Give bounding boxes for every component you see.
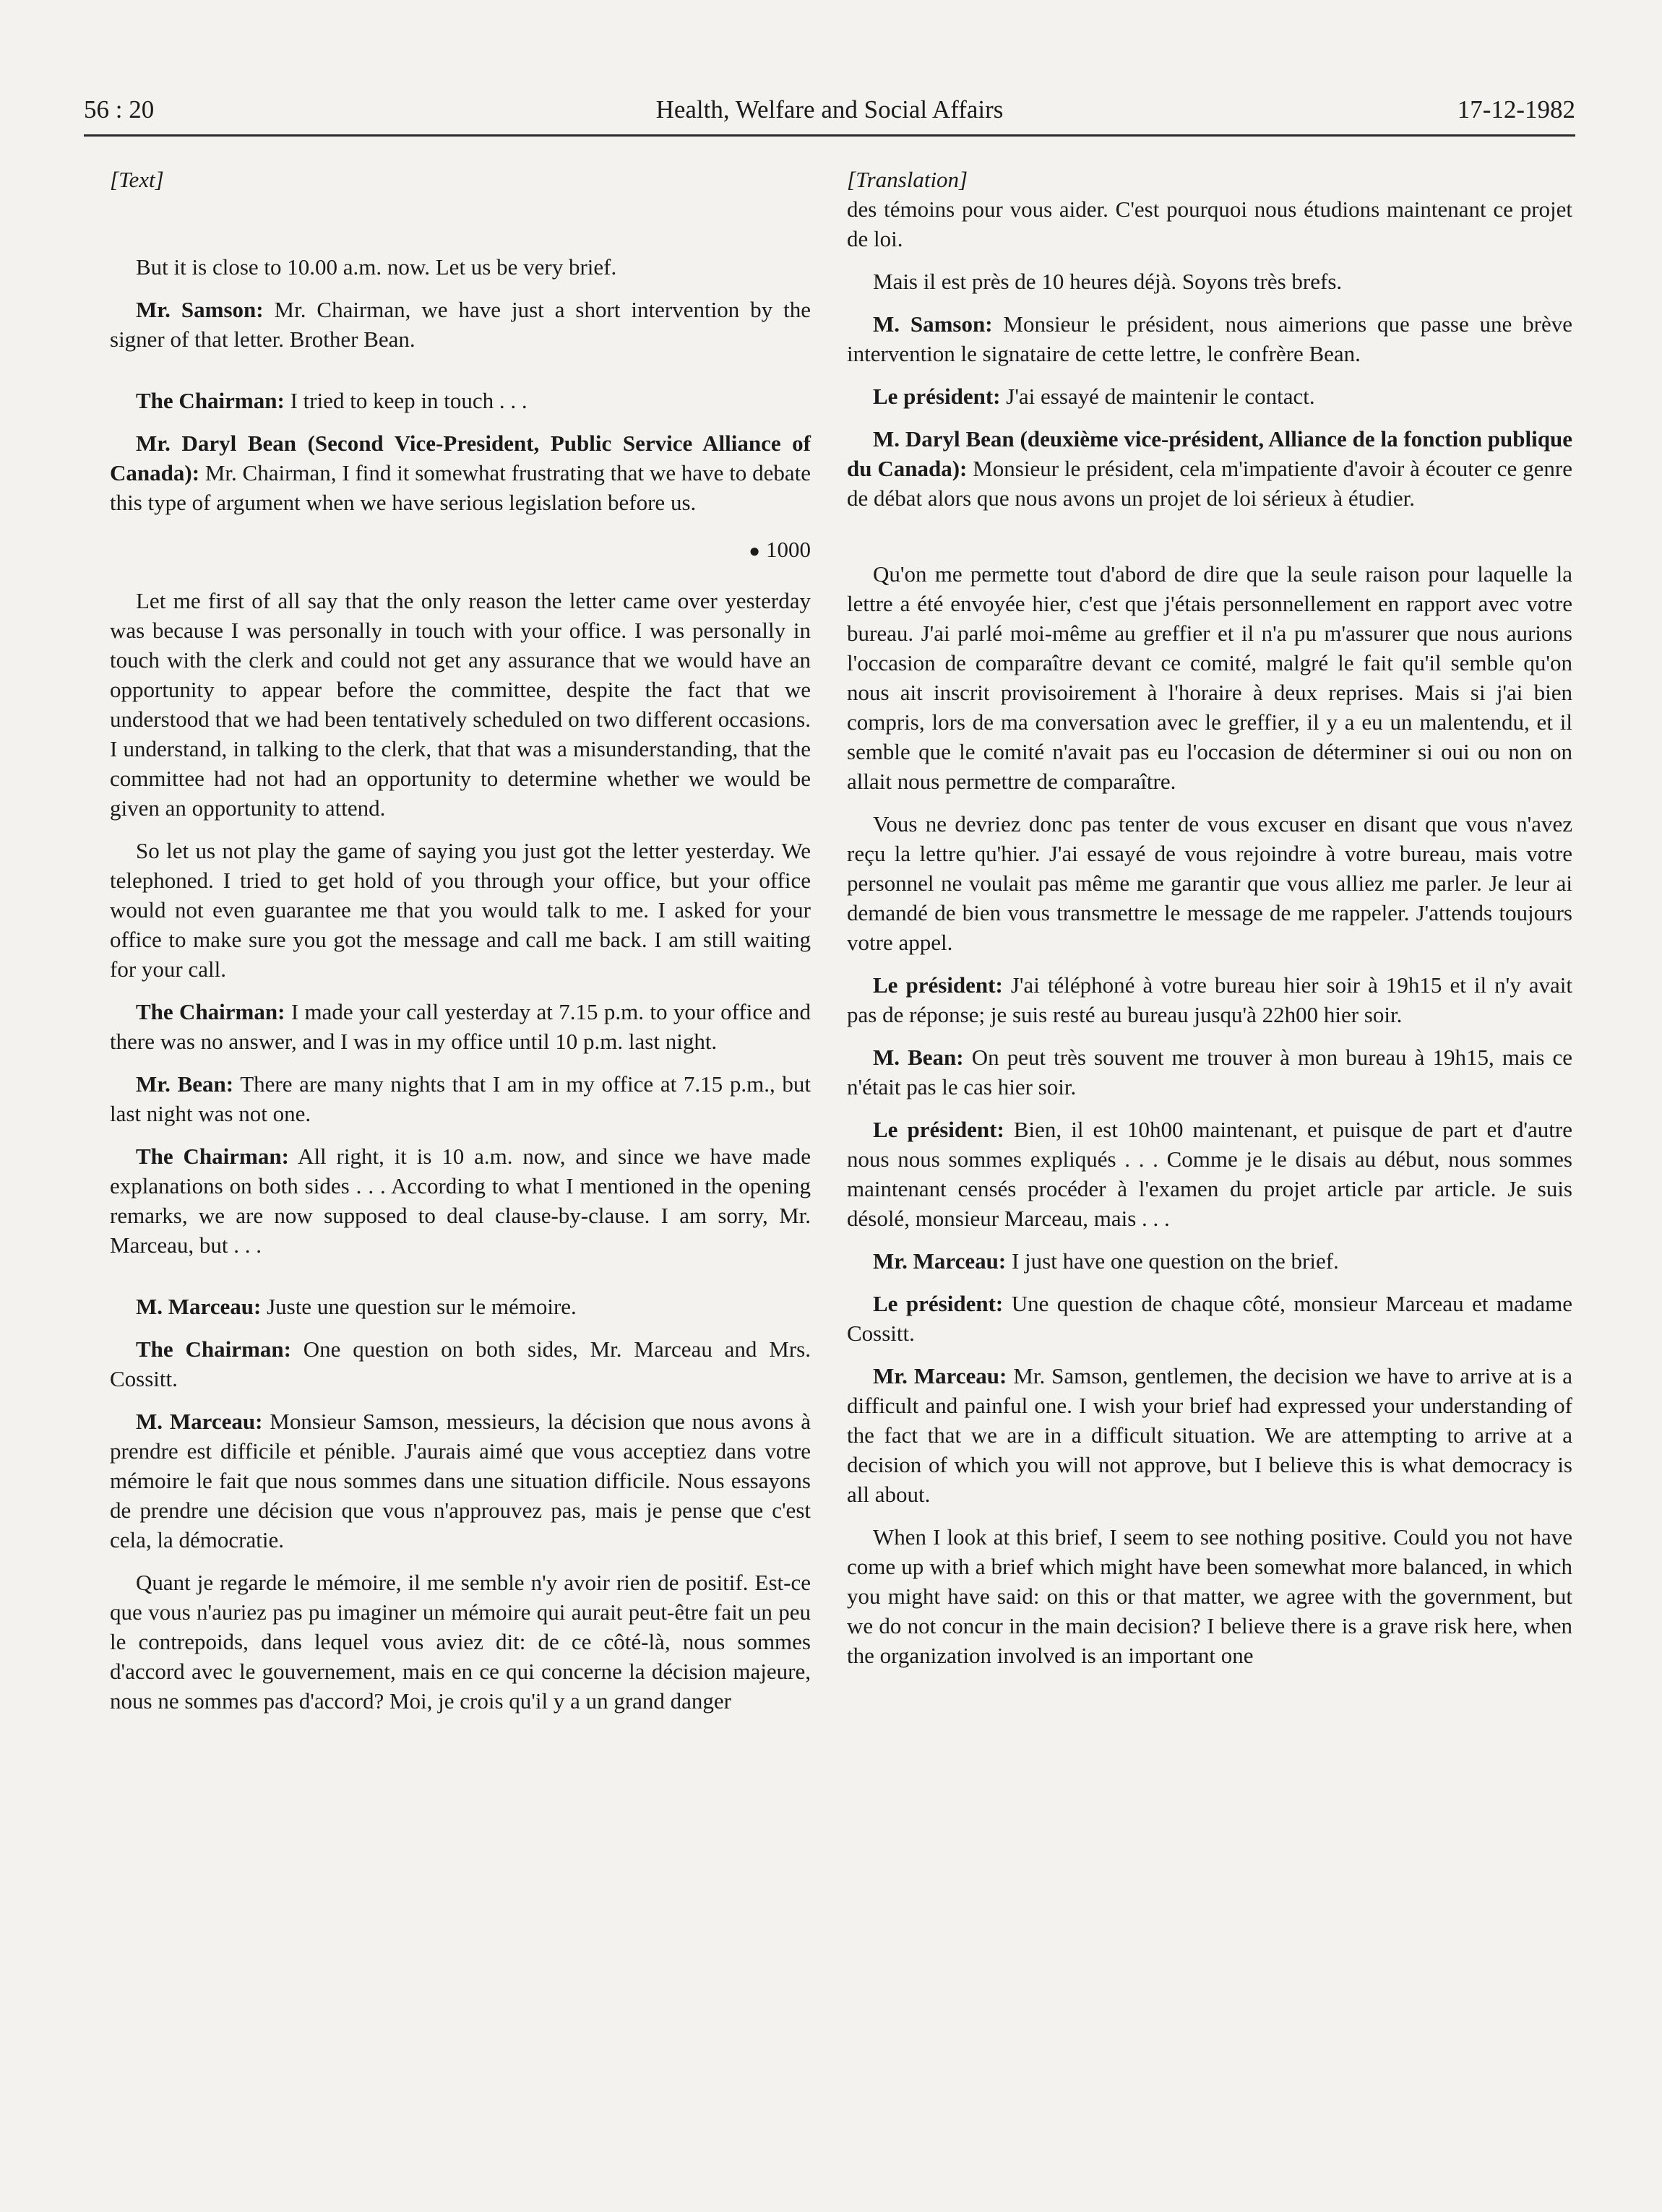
speech-text: Juste une question sur le mémoire. — [261, 1294, 577, 1319]
paragraph: Let me first of all say that the only reason the letter came over yesterday was because I was personally in touch with your office. I was personally in touch with the clerk and could not get any assurance that we would have an opportunity to appear before the committee, despite the fact that we understood that we had been tentatively scheduled on two different occasions. I understand, in talking to the clerk, that that was a misunderstanding, that the committee had not had an opportunity to determine whether we would be given an opportunity to attend. — [110, 588, 811, 821]
speech-text: Mr. Samson, gentlemen, the decision we have to arrive at is a difficult and painful one. I wish your brief had expressed your understanding of the fact that we are in a difficult situation. We are attempting to arrive at a decision of which you will not approve, but I believe this is what democracy is all about. — [847, 1363, 1572, 1507]
speaker-name: The Chairman: — [136, 388, 285, 413]
header-date: 17-12-1982 — [1457, 95, 1575, 124]
speech-paragraph — [110, 386, 811, 415]
speech-paragraph — [110, 1334, 811, 1394]
speech-text: J'ai téléphoné à votre bureau hier soir à 19h15 et il n'y avait pas de réponse; je suis resté au bureau jusqu'à 22h00 hier soir. — [847, 972, 1573, 1027]
speaker-name: Mr. Bean: — [136, 1071, 234, 1097]
speech-paragraph — [847, 381, 1572, 411]
speech-paragraph — [110, 295, 811, 354]
speaker-name: M. Marceau: — [136, 1409, 263, 1434]
speaker-name: M. Daryl Bean (deuxième vice-président, Alliance de la fonction publique du Canada): — [847, 426, 1572, 481]
speaker-name: Mr. Daryl Bean (Second Vice-President, Public Service Alliance of Canada): — [110, 431, 811, 485]
speech-text: I made your call yesterday at 7.15 p.m. to your office and there was no answer, and I was in my office until 10 p.m. last night. — [110, 999, 811, 1054]
speaker-name: The Chairman: — [136, 999, 285, 1024]
paragraph: But it is close to 10.00 a.m. now. Let us be very brief. — [136, 254, 617, 280]
speaker-name: Le président: — [873, 1291, 1004, 1316]
speech-text: Mr. Chairman, I find it somewhat frustrating that we have to debate this type of argument when we have serious legislation before us. — [110, 460, 811, 515]
speech-text: I tried to keep in touch . . . — [284, 388, 528, 413]
speech-text: There are many nights that I am in my office at 7.15 p.m., but last night was not one. — [110, 1071, 811, 1126]
speech-paragraph — [847, 309, 1572, 368]
speech-paragraph — [110, 1407, 811, 1555]
speaker-name: Le président: — [873, 1117, 1004, 1142]
speech-paragraph — [110, 1292, 811, 1321]
paragraph: So let us not play the game of saying you just got the letter yesterday. We telephoned. I tried to get hold of you through your office, but your office would not even guarantee me that you would talk to me. I asked for your office to make sure you got the message and call me back. I am still waiting for your call. — [110, 838, 811, 982]
column-tag: [Text] — [110, 167, 164, 192]
speech-text: Monsieur le président, nous aimerions que passe une brève intervention le signataire de cette lettre, le confrère Bean. — [847, 311, 1572, 366]
speech-paragraph — [847, 1246, 1572, 1276]
speech-paragraph — [110, 1141, 811, 1260]
right-column — [847, 165, 1572, 1683]
paragraph: Vous ne devriez donc pas tenter de vous excuser en disant que vous n'avez reçu la lettre qu'hier. J'ai essayé de vous rejoindre à votre bureau, mais votre personnel ne voulait pas même me garantir que vous alliez me parler. Je leur ai demandé de bien vous transmettre le message de me rappeler. J'attends toujours votre appel. — [847, 811, 1572, 955]
speech-text: Monsieur le président, cela m'impatiente d'avoir à écouter ce genre de débat alors que nous avons un projet de loi sérieux à étudier. — [847, 456, 1573, 511]
paragraph: des témoins pour vous aider. C'est pourquoi nous étudions maintenant ce projet de loi. — [847, 196, 1572, 251]
speaker-name: Mr. Samson: — [136, 297, 264, 322]
speech-paragraph — [847, 1361, 1572, 1509]
speech-text: Monsieur Samson, messieurs, la décision que nous avons à prendre est difficile et pénible. J'aurais aimé que vous acceptiez dans votre mémoire le fait que nous sommes dans une situation difficile. Nous essayons de prendre une décision que vous n'approuvez pas, mais je pense que c'est cela, la démocratie. — [110, 1409, 811, 1552]
speech-text: I just have one question on the brief. — [1006, 1248, 1339, 1274]
speaker-name: The Chairman: — [136, 1144, 289, 1169]
paragraph: Quant je regarde le mémoire, il me semble n'y avoir rien de positif. Est-ce que vous n'auriez pas pu imaginer un mémoire qui aurait peut-être fait un peu le contrepoids, dans lequel vous aviez dit: de ce côté-là, nous sommes d'accord avec le gouvernement, mais en ce qui concerne la décision majeure, nous ne sommes pas d'accord? Moi, je crois qu'il y a un grand danger — [110, 1570, 811, 1714]
speaker-name: The Chairman: — [136, 1336, 291, 1362]
speech-paragraph — [110, 997, 811, 1056]
page-number: 56 : 20 — [84, 95, 155, 124]
speaker-name: Mr. Marceau: — [873, 1363, 1007, 1388]
speech-paragraph — [110, 428, 811, 517]
speaker-name: M. Samson: — [873, 311, 993, 337]
bullet-icon: ● — [749, 540, 760, 561]
speech-text: Mr. Chairman, we have just a short intervention by the signer of that letter. Brother Bean. — [110, 297, 811, 352]
time-marker — [110, 535, 811, 566]
speaker-name: Mr. Marceau: — [873, 1248, 1007, 1274]
speech-paragraph — [847, 1289, 1572, 1348]
speech-paragraph — [847, 1042, 1572, 1102]
speech-text: One question on both sides, Mr. Marceau and Mrs. Cossitt. — [110, 1336, 811, 1391]
speaker-name: M. Bean: — [873, 1045, 964, 1070]
speech-text: Une question de chaque côté, monsieur Marceau et madame Cossitt. — [847, 1291, 1572, 1346]
paragraph: Mais il est près de 10 heures déjà. Soyons très brefs. — [873, 269, 1343, 294]
speech-paragraph — [847, 1115, 1572, 1233]
speech-text: Bien, il est 10h00 maintenant, et puisque de part et d'autre nous nous sommes expliqués . . . Comme je le disais au début, nous sommes maintenant censés procéder à l'examen du projet article par article. Je suis désolé, monsieur Marceau, mais . . . — [847, 1117, 1572, 1231]
left-column — [110, 165, 811, 1729]
speaker-name: Le président: — [873, 972, 1003, 998]
speech-text: On peut très souvent me trouver à mon bureau à 19h15, mais ce n'était pas le cas hier soir. — [847, 1045, 1572, 1099]
speaker-name: Le président: — [873, 384, 1001, 409]
speech-paragraph — [847, 970, 1572, 1029]
speech-paragraph — [110, 1069, 811, 1128]
column-tag: [Translation] — [847, 167, 968, 192]
speech-text: J'ai essayé de maintenir le contact. — [1000, 384, 1315, 409]
speech-paragraph — [847, 424, 1572, 513]
running-title: Health, Welfare and Social Affairs — [655, 95, 1004, 124]
paragraph: When I look at this brief, I seem to see nothing positive. Could you not have come up with a brief which might have been somewhat more balanced, in which you might have said: on this or that matter, we agree with the government, but we do not concur in the main decision? I believe there is a grave risk here, when the organization involved is an important one — [847, 1524, 1572, 1668]
time-marker-value: 1000 — [766, 537, 811, 562]
speaker-name: M. Marceau: — [136, 1294, 262, 1319]
speech-text: All right, it is 10 a.m. now, and since we have made explanations on both sides . . . According to what I mentioned in the opening remarks, we are now supposed to deal clause-by-clause. I am sorry, Mr. Marceau, but . . . — [110, 1144, 811, 1258]
page-header — [84, 91, 1575, 137]
paragraph: Qu'on me permette tout d'abord de dire que la seule raison pour laquelle la lettre a été envoyée hier, c'est que j'étais personnellement en rapport avec votre bureau. J'ai parlé moi-même au greffier et il n'a pu m'assurer que nous aurions l'occasion de comparaître devant ce comité, malgré le fait qu'il semble qu'on nous ait inscrit provisoirement à l'horaire à deux reprises. Mais si j'ai bien compris, lors de ma conversation avec le greffier, il y a eu un malentendu, et il semble que le comité n'avait pas eu l'occasion de déterminer si oui ou non on allait nous permettre de comparaître. — [847, 561, 1572, 794]
